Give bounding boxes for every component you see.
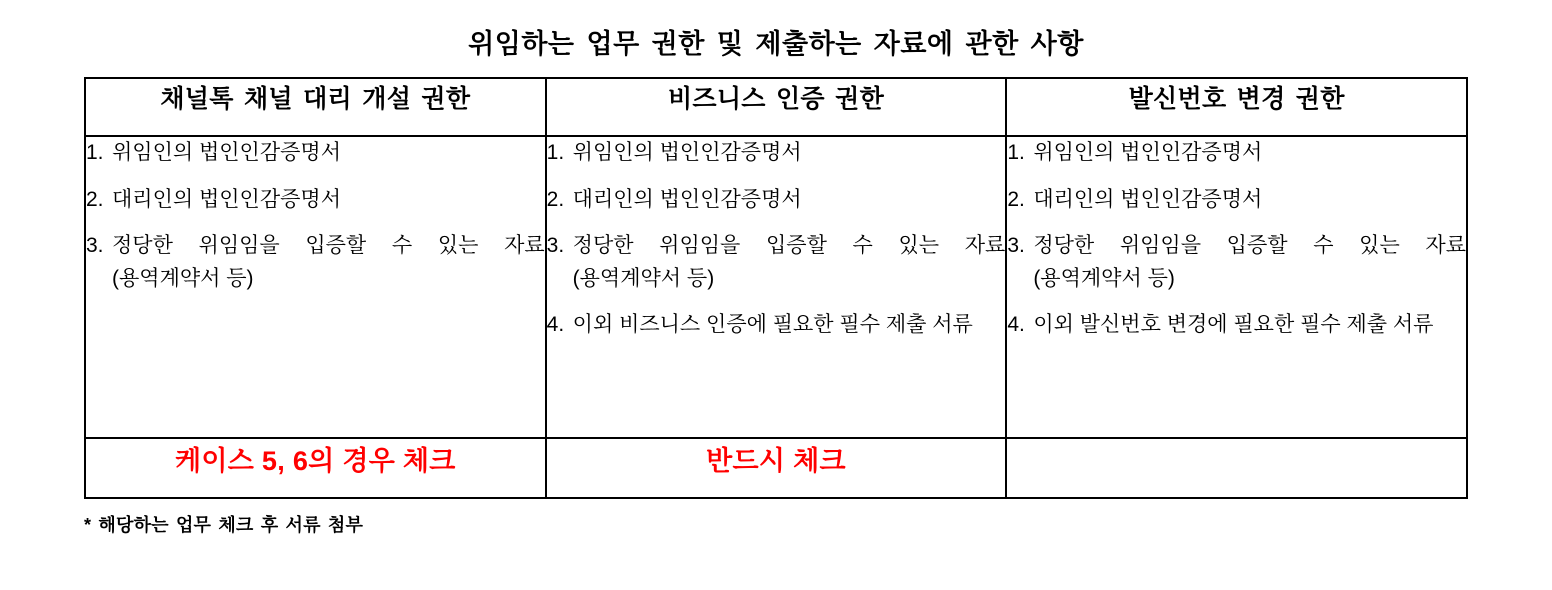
document-list bbox=[86, 137, 545, 295]
list-item-label: 위임인의 법인인감증명서 bbox=[572, 141, 802, 164]
table-row-documents bbox=[85, 136, 1467, 438]
list-item-number: 1. bbox=[1007, 141, 1025, 164]
list-item-number: 4. bbox=[1007, 313, 1025, 337]
list-item bbox=[547, 309, 1006, 342]
list-item bbox=[86, 184, 545, 217]
check-note-business-verification: 반드시 체크 bbox=[706, 446, 846, 476]
list-item-number: 1. bbox=[86, 141, 104, 164]
documents-cell-business-verification bbox=[546, 136, 1007, 438]
list-item-label: 대리인의 법인인감증명서 bbox=[572, 187, 802, 211]
note-cell-sender-number-change bbox=[1006, 438, 1467, 498]
list-item bbox=[547, 137, 1006, 170]
table-body bbox=[85, 136, 1467, 498]
documents-cell-sender-number-change bbox=[1006, 136, 1467, 438]
column-header-sender-number-change: 발신번호 변경 권한 bbox=[1006, 78, 1467, 136]
list-item bbox=[1007, 309, 1466, 342]
note-cell-channel-talk bbox=[85, 438, 546, 498]
list-item-number: 2. bbox=[86, 187, 104, 211]
list-item-label: 정당한 위임임을 입증할 수 있는 자료(용역계약서 등) bbox=[572, 234, 1006, 290]
list-item-number: 3. bbox=[86, 234, 104, 258]
list-item-label: 정당한 위임임을 입증할 수 있는 자료(용역계약서 등) bbox=[112, 234, 545, 290]
list-item bbox=[1007, 184, 1466, 217]
list-item-number: 2. bbox=[1007, 187, 1025, 211]
list-item-label: 대리인의 법인인감증명서 bbox=[1033, 187, 1263, 211]
list-item-number: 4. bbox=[546, 313, 565, 337]
note-cell-business-verification bbox=[546, 438, 1007, 498]
column-header-channel-talk: 채널톡 채널 대리 개설 권한 bbox=[85, 78, 546, 136]
footnote: * 해당하는 업무 체크 후 서류 첨부 bbox=[84, 515, 364, 535]
list-item-label: 대리인의 법인인감증명서 bbox=[112, 187, 341, 211]
list-item-number: 3. bbox=[546, 234, 565, 258]
list-item bbox=[1007, 137, 1466, 170]
list-item-number: 3. bbox=[1007, 234, 1025, 258]
list-item bbox=[86, 137, 545, 170]
table-row-check-notes bbox=[85, 438, 1467, 498]
page-title: 위임하는 업무 권한 및 제출하는 자료에 관한 사항 bbox=[468, 29, 1084, 59]
list-item bbox=[1007, 230, 1466, 295]
list-item-number: 2. bbox=[546, 187, 565, 211]
list-item bbox=[547, 230, 1006, 295]
list-item-number: 1. bbox=[546, 141, 565, 164]
document-list bbox=[547, 137, 1006, 342]
check-note-channel-talk: 케이스 5, 6의 경우 체크 bbox=[174, 446, 456, 476]
documents-cell-channel-talk bbox=[85, 136, 546, 438]
delegated-authority-table bbox=[84, 77, 1468, 499]
list-item bbox=[547, 184, 1006, 217]
table-header bbox=[85, 78, 1467, 136]
list-item-label: 위임인의 법인인감증명서 bbox=[112, 141, 341, 164]
list-item-label: 이외 비즈니스 인증에 필요한 필수 제출 서류 bbox=[572, 313, 973, 337]
document-list bbox=[1007, 137, 1466, 342]
list-item bbox=[86, 230, 545, 295]
list-item-label: 위임인의 법인인감증명서 bbox=[1033, 141, 1263, 164]
table-header-row bbox=[85, 78, 1467, 136]
list-item-label: 정당한 위임임을 입증할 수 있는 자료(용역계약서 등) bbox=[1033, 234, 1466, 290]
list-item-label: 이외 발신번호 변경에 필요한 필수 제출 서류 bbox=[1033, 313, 1434, 337]
column-header-business-verification: 비즈니스 인증 권한 bbox=[546, 78, 1007, 136]
